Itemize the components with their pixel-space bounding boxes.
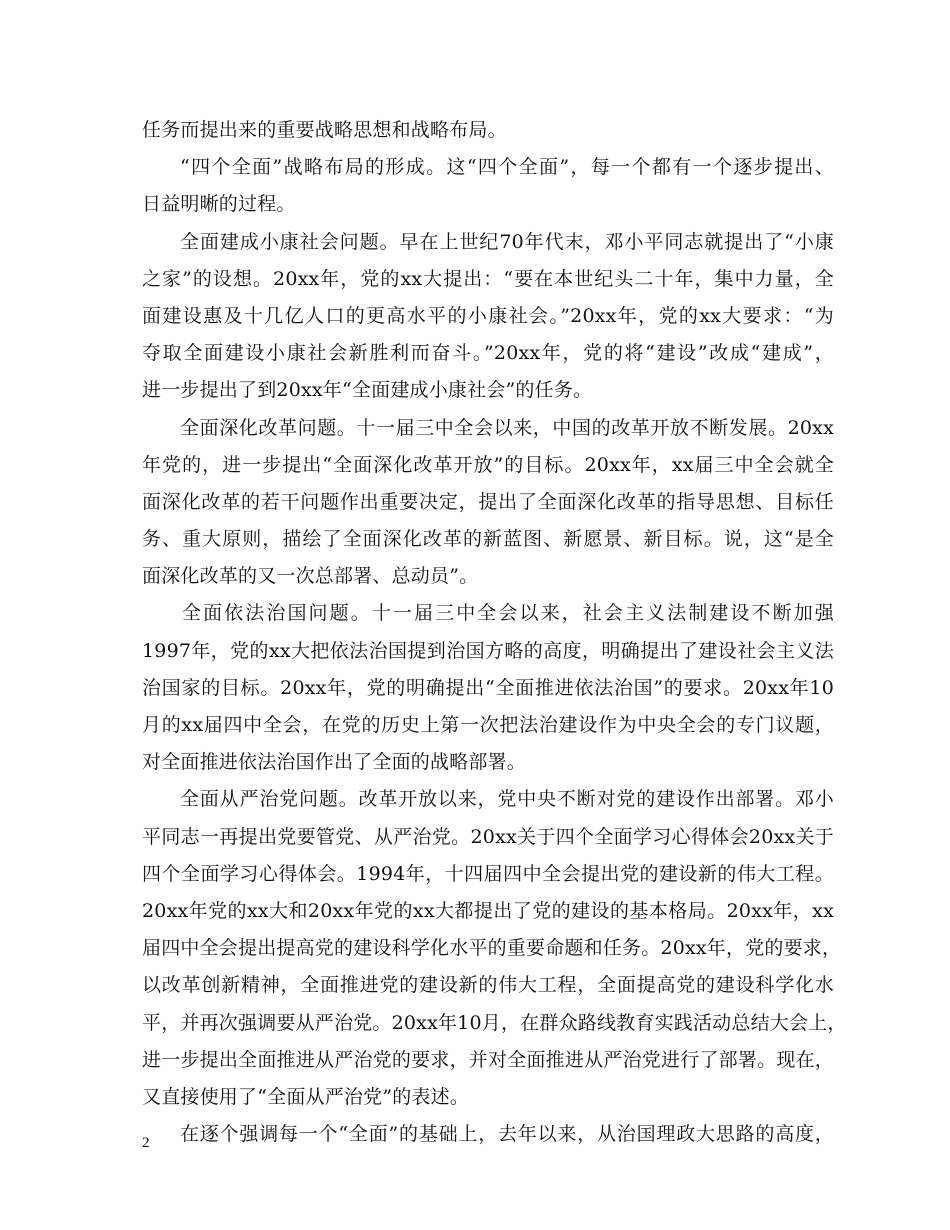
- text-line: 面深化改革的若干问题作出重要决定，提出了全面深化改革的指导思想、目标任: [142, 490, 834, 513]
- text-line: 又直接使用了“全面从严治党”的表述。: [142, 1085, 470, 1108]
- text-line: 年党的，进一步提出“全面深化改革开放”的目标。20xx年，xx届三中全会就全: [142, 453, 834, 476]
- body-text: [142, 112, 847, 1153]
- text-line: 届四中全会提出提高党的建设科学化水平的重要命题和任务。20xx年，党的要求，: [142, 937, 842, 960]
- text-line: 1997年，党的xx大把依法治国提到治国方略的高度，明确提出了建设社会主义法: [142, 639, 834, 662]
- text-line: 平同志一再提出党要管党、从严治党。20xx关于四个全面学习心得体会20xx关于: [142, 825, 834, 848]
- text-line: 面深化改革的又一次总部署、总动员”。: [142, 565, 479, 588]
- text-line: 在逐个强调每一个“全面”的基础上，去年以来，从治国理政大思路的高度，: [180, 1123, 834, 1146]
- text-line: 全面从严治党问题。改革开放以来，党中央不断对党的建设作出部署。邓小: [180, 788, 834, 811]
- text-line: 务、重大原则，描绘了全面深化改革的新蓝图、新愿景、新目标。说，这“是全: [142, 528, 834, 551]
- text-line: 四个全面学习心得体会。1994年，十四届四中全会提出党的建设新的伟大工程。: [142, 862, 834, 885]
- text-line: 全面深化改革问题。十一届三中全会以来，中国的改革开放不断发展。20xx: [180, 416, 834, 439]
- text-line: 夺取全面建设小康社会新胜利而奋斗。”20xx年，党的将“建设”改成“建成”，: [142, 342, 834, 365]
- text-line: 20xx年党的xx大和20xx年党的xx大都提出了党的建设的基本格局。20xx年，xx: [142, 899, 834, 922]
- text-line: 之家”的设想。20xx年，党的xx大提出：“要在本世纪头二十年，集中力量，全: [142, 267, 834, 290]
- text-line: 进一步提出了到20xx年“全面建成小康社会”的任务。: [142, 379, 593, 402]
- text-line: 面建设惠及十几亿人口的更高水平的小康社会。”20xx年，党的xx大要求：“为: [142, 304, 834, 327]
- text-line: 治国家的目标。20xx年，党的明确提出“全面推进依法治国”的要求。20xx年10: [142, 676, 834, 699]
- text-line: 日益明晰的过程。: [142, 193, 296, 216]
- text-line: 月的xx届四中全会，在党的历史上第一次把法治建设作为中央全会的专门议题，: [142, 714, 834, 736]
- text-line: 平，并再次强调要从严治党。20xx年10月，在群众路线教育实践活动总结大会上，: [142, 1011, 847, 1034]
- text-line: 对全面推进依法治国作出了全面的战略部署。: [142, 751, 527, 774]
- page-number: 2: [142, 1135, 150, 1151]
- text-line: 全面依法治国问题。十一届三中全会以来，社会主义法制建设不断加强: [182, 602, 834, 625]
- text-line: 任务而提出来的重要战略思想和战略布局。: [142, 119, 507, 141]
- text-line: “四个全面”战略布局的形成。这“四个全面”，每一个都有一个逐步提出、: [180, 156, 834, 179]
- text-line: 全面建成小康社会问题。早在上世纪70年代末，邓小平同志就提出了“小康: [180, 230, 834, 253]
- text-line: 以改革创新精神，全面推进党的建设新的伟大工程，全面提高党的建设科学化水: [142, 974, 834, 997]
- text-line: 进一步提出全面推进从严治党的要求，并对全面推进从严治党进行了部署。现在，: [142, 1048, 834, 1071]
